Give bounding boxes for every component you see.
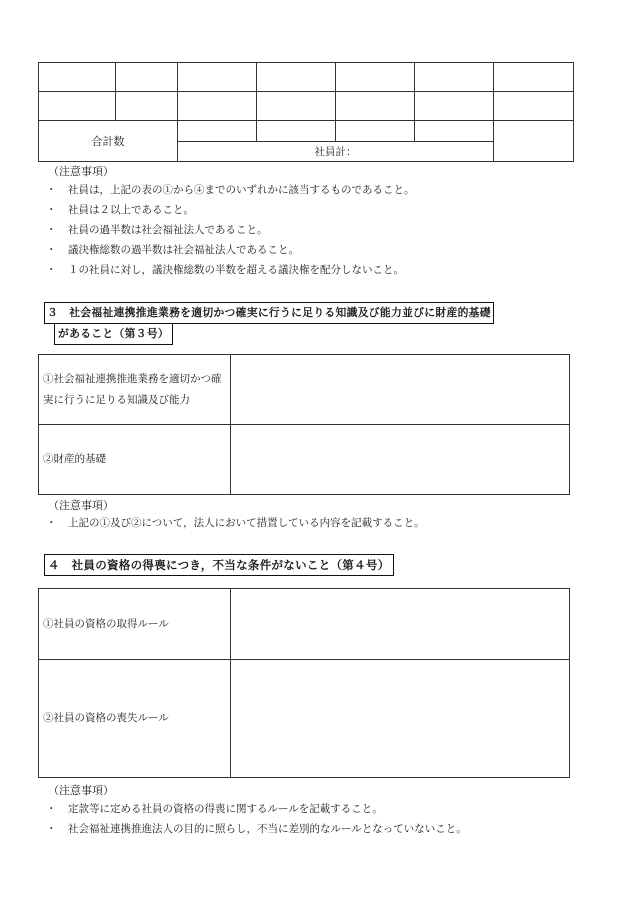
table-row xyxy=(39,425,570,495)
table-cell[interactable] xyxy=(116,92,178,121)
table-cell[interactable] xyxy=(178,63,257,92)
notes-list xyxy=(46,799,467,839)
table-cell[interactable] xyxy=(336,63,415,92)
notes-list xyxy=(46,513,425,533)
loss-rule-label: ②社員の資格の喪失ルール xyxy=(39,660,231,778)
list-item: ・ 社員の過半数は社会福祉法人であること。 xyxy=(46,220,415,240)
notes-label: （注意事項） xyxy=(48,165,114,178)
loss-rule-input[interactable] xyxy=(231,660,570,778)
section-3-heading-line2: があること（第３号） xyxy=(54,324,173,345)
financial-base-input[interactable] xyxy=(231,425,570,495)
table-cell[interactable] xyxy=(178,92,257,121)
table-cell[interactable] xyxy=(336,121,415,142)
list-item: ・ 議決権総数の過半数は社会福祉法人であること。 xyxy=(46,240,415,260)
section-3-heading-line1: ３ 社会福祉連携推進業務を適切かつ確実に行うに足りる知識及び能力並びに財産的基礎 xyxy=(44,302,494,324)
notes-label: （注意事項） xyxy=(48,784,114,797)
table-row xyxy=(39,589,570,660)
section-3-heading xyxy=(44,302,494,345)
table-cell[interactable] xyxy=(415,92,494,121)
table-cell[interactable] xyxy=(336,92,415,121)
table-cell[interactable] xyxy=(39,92,116,121)
table-cell[interactable] xyxy=(116,63,178,92)
table-cell[interactable] xyxy=(415,121,494,142)
list-item: ・ 社員は２以上であること。 xyxy=(46,200,415,220)
table-row xyxy=(39,92,574,121)
table-cell[interactable] xyxy=(257,63,336,92)
member-table xyxy=(38,62,574,162)
table-cell[interactable] xyxy=(257,121,336,142)
table-cell[interactable] xyxy=(494,92,574,121)
acquisition-rule-label: ①社員の資格の取得ルール xyxy=(39,589,231,660)
table-row xyxy=(39,63,574,92)
table-cell[interactable] xyxy=(178,121,257,142)
financial-base-label: ②財産的基礎 xyxy=(39,425,231,495)
notes-list xyxy=(46,180,415,280)
table-row xyxy=(39,355,570,425)
knowledge-ability-input[interactable] xyxy=(231,355,570,425)
table-row xyxy=(39,660,570,778)
employee-total-label: 社員計： xyxy=(178,141,494,162)
section-4-heading-text: ４ 社員の資格の得喪につき，不当な条件がないこと（第４号） xyxy=(44,554,394,576)
list-item: ・ 定款等に定める社員の資格の得喪に関するルールを記載すること。 xyxy=(46,799,467,819)
table-cell[interactable] xyxy=(257,92,336,121)
knowledge-ability-label: ①社会福祉連携推進業務を適切かつ確実に行うに足りる知識及び能力 xyxy=(39,355,231,425)
table-cell[interactable] xyxy=(494,121,574,162)
notes-label: （注意事項） xyxy=(48,499,114,512)
acquisition-rule-input[interactable] xyxy=(231,589,570,660)
list-item: ・ 社会福祉連携推進法人の目的に照らし，不当に差別的なルールとなっていないこと。 xyxy=(46,819,467,839)
table-cell[interactable] xyxy=(494,63,574,92)
list-item: ・ 上記の①及び②について，法人において措置している内容を記載すること。 xyxy=(46,513,425,533)
table-cell[interactable] xyxy=(415,63,494,92)
section-4-table xyxy=(38,588,570,778)
table-cell[interactable] xyxy=(39,63,116,92)
section-3-table xyxy=(38,354,570,495)
list-item: ・ １の社員に対し，議決権総数の半数を超える議決権を配分しないこと。 xyxy=(46,260,415,280)
total-row xyxy=(39,121,574,142)
section-4-heading xyxy=(44,554,394,576)
list-item: ・ 社員は，上記の表の①から④までのいずれかに該当するものであること。 xyxy=(46,180,415,200)
total-label: 合計数 xyxy=(39,121,178,162)
